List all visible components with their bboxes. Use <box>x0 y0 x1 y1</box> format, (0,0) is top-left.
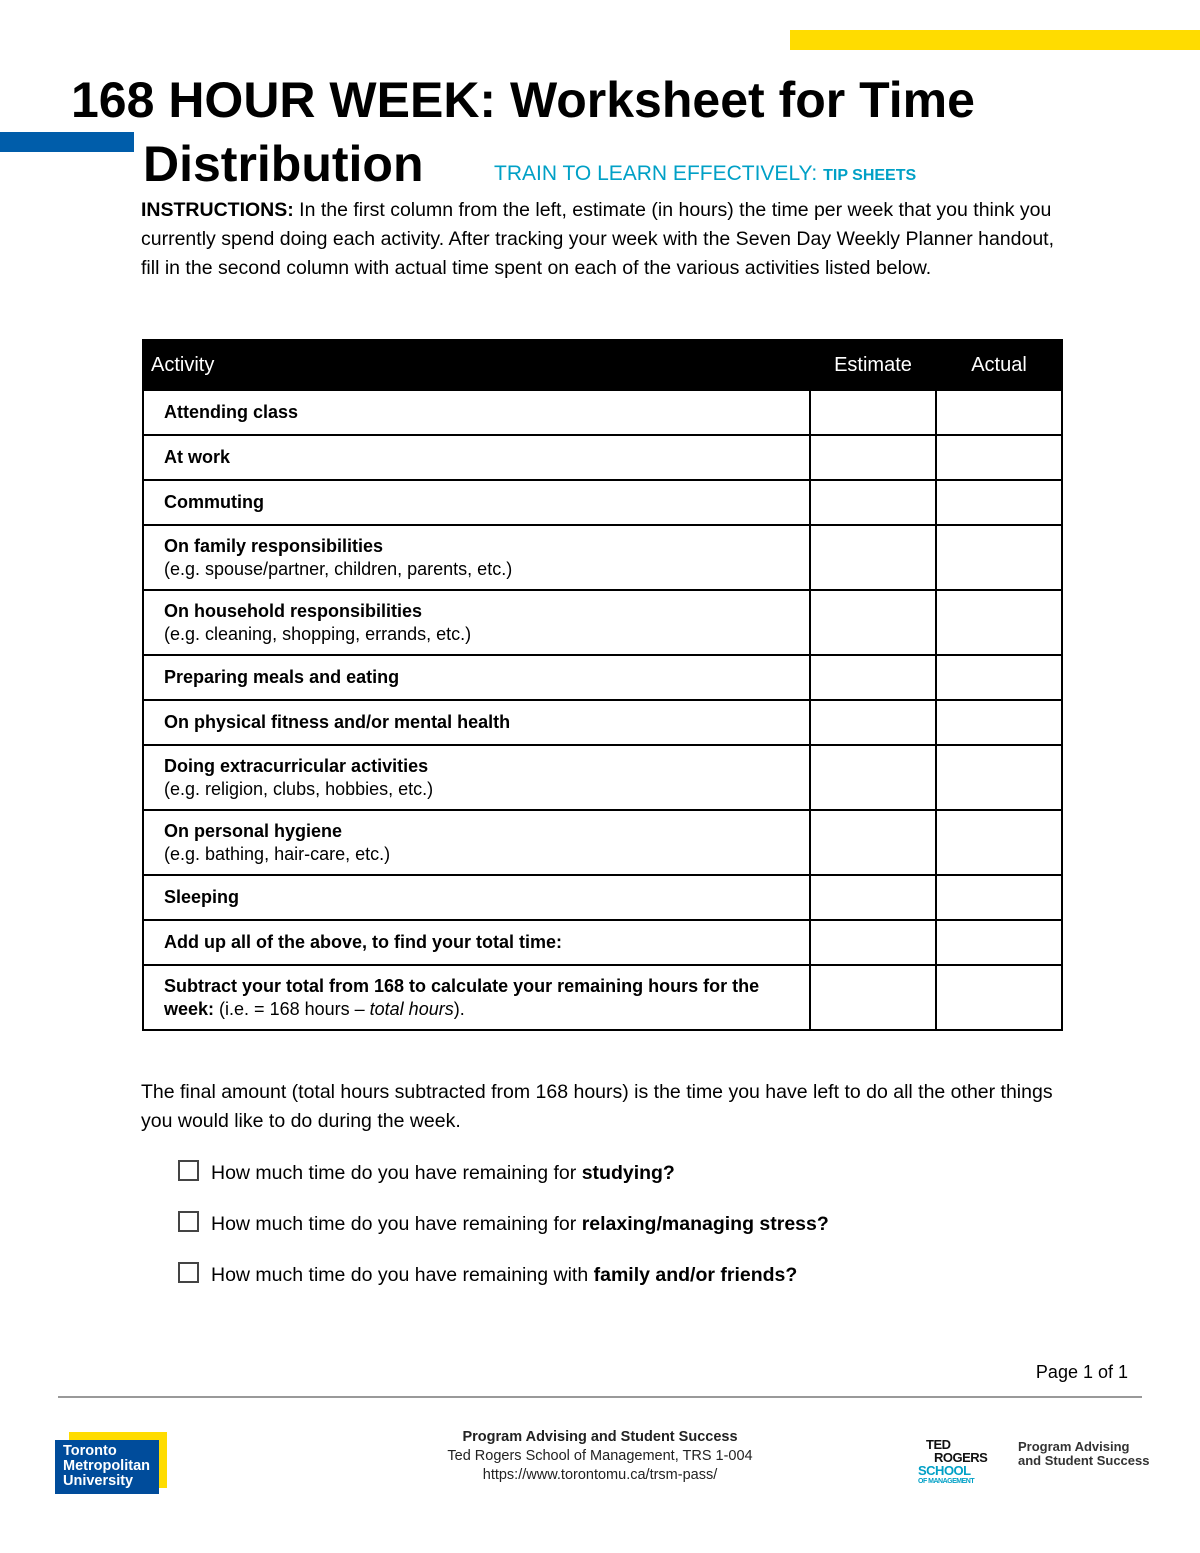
footer-address: Ted Rogers School of Management, TRS 1-004 <box>447 1448 753 1464</box>
tmu-logo-line: University <box>63 1473 134 1489</box>
header-actual: Actual <box>936 340 1062 390</box>
table-row-remaining <box>143 965 1062 1030</box>
table-row <box>143 745 1062 810</box>
actual-cell[interactable] <box>936 590 1062 655</box>
final-paragraph: The final amount (total hours subtracted from 168 hours) is the time you have left to do all the other things you would like to do during the week. <box>141 1081 1053 1132</box>
estimate-cell[interactable] <box>810 745 936 810</box>
actual-cell[interactable] <box>936 965 1062 1030</box>
estimate-cell[interactable] <box>810 390 936 435</box>
actual-cell[interactable] <box>936 480 1062 525</box>
instructions-label: INSTRUCTIONS: <box>141 199 294 221</box>
page-number: Page 1 of 1 <box>1035 1362 1128 1382</box>
footer-office: Program Advising and Student Success <box>462 1429 738 1445</box>
question-emphasis: family and/or friends? <box>593 1264 798 1286</box>
actual-cell[interactable] <box>936 525 1062 590</box>
footer-divider <box>58 1396 1142 1398</box>
question-studying <box>178 1160 675 1186</box>
question-emphasis: relaxing/managing stress? <box>581 1213 829 1235</box>
actual-cell[interactable] <box>936 920 1062 965</box>
header-activity: Activity <box>143 340 810 390</box>
trsm-logo <box>918 1438 988 1488</box>
tmu-logo <box>55 1432 167 1494</box>
activity-note: (e.g. religion, clubs, hobbies, etc.) <box>164 778 434 799</box>
table-row <box>143 525 1062 590</box>
table-row-total <box>143 920 1062 965</box>
pass-logo <box>1018 1440 1149 1468</box>
instructions <box>141 196 1071 283</box>
footer-contact <box>400 1428 800 1485</box>
table-row <box>143 590 1062 655</box>
actual-cell[interactable] <box>936 700 1062 745</box>
checkbox-icon[interactable] <box>178 1262 199 1283</box>
estimate-cell[interactable] <box>810 480 936 525</box>
activity-title: On family responsibilities <box>164 535 384 556</box>
activity-title: Sleeping <box>164 887 240 907</box>
question-family <box>178 1262 797 1288</box>
trsm-logo-line: SCHOOL <box>918 1463 971 1478</box>
activity-cell <box>143 920 810 965</box>
actual-cell[interactable] <box>936 810 1062 875</box>
question-emphasis: studying? <box>581 1162 675 1184</box>
tmu-logo-line: Metropolitan <box>63 1458 150 1474</box>
activity-title: Commuting <box>164 492 264 512</box>
activity-note-suffix: ). <box>453 998 465 1019</box>
activity-cell <box>143 700 810 745</box>
activity-cell <box>143 435 810 480</box>
header-estimate: Estimate <box>810 340 936 390</box>
table-row <box>143 810 1062 875</box>
question-relaxing <box>178 1211 829 1237</box>
trsm-logo-line: ROGERS <box>934 1450 988 1465</box>
activity-title: On household responsibilities <box>164 600 423 621</box>
page-title-line1: 168 HOUR WEEK: Worksheet for Time <box>71 72 975 128</box>
trsm-logo-line: TED <box>926 1437 951 1452</box>
activity-title: Preparing meals and eating <box>164 667 400 687</box>
estimate-cell[interactable] <box>810 700 936 745</box>
page-title-line2: Distribution <box>143 136 424 192</box>
activity-title: Subtract your total from 168 to calculate your remaining hours for the week: <box>164 975 760 1019</box>
blue-accent-bar <box>0 132 134 152</box>
subtitle-small: TIP SHEETS <box>823 167 917 184</box>
question-text: How much time do you have remaining for <box>211 1162 577 1184</box>
activity-note: (e.g. spouse/partner, children, parents, etc.) <box>164 558 513 579</box>
activity-cell <box>143 810 810 875</box>
activity-cell <box>143 745 810 810</box>
worksheet-table <box>142 339 1063 1031</box>
estimate-cell[interactable] <box>810 435 936 480</box>
activity-title: On personal hygiene <box>164 820 343 841</box>
estimate-cell[interactable] <box>810 525 936 590</box>
activity-cell <box>143 655 810 700</box>
checkbox-icon[interactable] <box>178 1211 199 1232</box>
activity-note-prefix: (i.e. = 168 hours – <box>219 998 365 1019</box>
footer-url[interactable]: https://www.torontomu.ca/trsm-pass/ <box>482 1467 718 1483</box>
tmu-logo-blue <box>55 1440 159 1494</box>
table-row <box>143 875 1062 920</box>
estimate-cell[interactable] <box>810 590 936 655</box>
table-row <box>143 655 1062 700</box>
subtitle-main: TRAIN TO LEARN EFFECTIVELY: <box>494 162 818 185</box>
trsm-logo-line: OF MANAGEMENT <box>918 1478 975 1485</box>
activity-title: Doing extracurricular activities <box>164 755 429 776</box>
instructions-text: In the first column from the left, estimate (in hours) the time per week that you think you currently spend doing each activity. After tracking your week with the Seven Day Weekly Planner handout, fill in the second column with actual time spent on each of the various activities listed below. <box>141 199 1055 279</box>
question-text: How much time do you have remaining with <box>211 1264 589 1286</box>
activity-title: At work <box>164 447 231 467</box>
activity-title: On physical fitness and/or mental health <box>164 712 511 732</box>
table-row <box>143 390 1062 435</box>
question-text: How much time do you have remaining for <box>211 1213 577 1235</box>
actual-cell[interactable] <box>936 390 1062 435</box>
pass-logo-line: Program Advising <box>1018 1439 1130 1454</box>
table-row <box>143 700 1062 745</box>
activity-cell <box>143 590 810 655</box>
actual-cell[interactable] <box>936 745 1062 810</box>
activity-note-italic: total hours <box>369 998 454 1019</box>
activity-cell <box>143 480 810 525</box>
activity-title: Attending class <box>164 402 299 422</box>
activity-cell <box>143 390 810 435</box>
activity-cell <box>143 525 810 590</box>
pass-logo-line: and Student Success <box>1018 1453 1150 1468</box>
estimate-cell[interactable] <box>810 875 936 920</box>
table-row <box>143 435 1062 480</box>
estimate-cell[interactable] <box>810 920 936 965</box>
activity-cell <box>143 875 810 920</box>
tmu-logo-line: Toronto <box>63 1443 117 1459</box>
estimate-cell[interactable] <box>810 965 936 1030</box>
activity-title: Add up all of the above, to find your total time: <box>164 932 562 952</box>
activity-note: (e.g. bathing, hair-care, etc.) <box>164 843 391 864</box>
activity-cell <box>143 965 810 1030</box>
actual-cell[interactable] <box>936 435 1062 480</box>
actual-cell[interactable] <box>936 875 1062 920</box>
yellow-accent-bar <box>790 30 1200 50</box>
estimate-cell[interactable] <box>810 810 936 875</box>
activity-note: (e.g. cleaning, shopping, errands, etc.) <box>164 623 472 644</box>
table-header-row <box>143 340 1062 390</box>
checkbox-icon[interactable] <box>178 1160 199 1181</box>
table-row <box>143 480 1062 525</box>
series-subtitle <box>494 162 916 186</box>
actual-cell[interactable] <box>936 655 1062 700</box>
estimate-cell[interactable] <box>810 655 936 700</box>
